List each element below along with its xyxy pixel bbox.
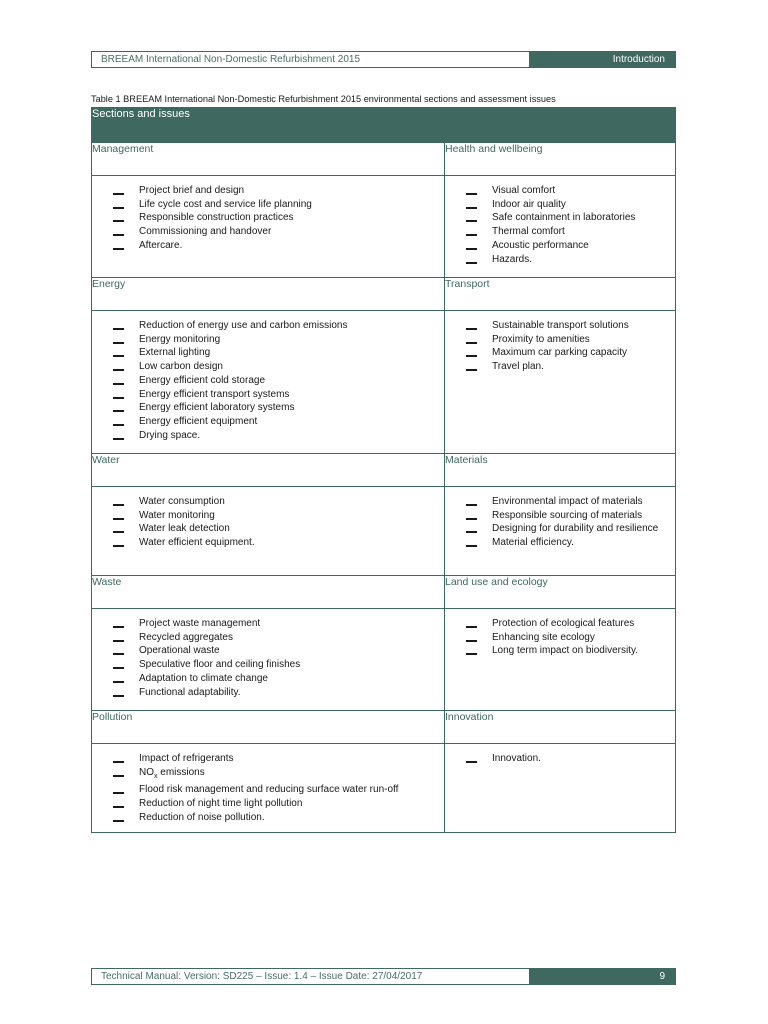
- sections-table: [91, 107, 676, 833]
- list-item: Life cycle cost and service life planning: [92, 198, 444, 212]
- list-item: Functional adaptability.: [92, 686, 444, 700]
- list-item: External lighting: [92, 346, 444, 360]
- list-item: Recycled aggregates: [92, 631, 444, 645]
- list-item: Safe containment in laboratories: [445, 211, 675, 225]
- list-item: Maximum car parking capacity: [445, 346, 675, 360]
- list-item: Environmental impact of materials: [445, 495, 675, 509]
- list-item: Responsible sourcing of materials: [445, 509, 675, 523]
- section-title-waste: Waste: [92, 576, 445, 609]
- list-item: Water efficient equipment.: [92, 536, 444, 550]
- issues-land-use-and-ecology: [445, 609, 676, 711]
- list-item: Project waste management: [92, 617, 444, 631]
- issues-waste: [92, 609, 445, 711]
- list-item: Speculative floor and ceiling finishes: [92, 658, 444, 672]
- section-title-management: Management: [92, 143, 445, 176]
- list-item: Aftercare.: [92, 239, 444, 253]
- list-item: Energy efficient equipment: [92, 415, 444, 429]
- list-item: Material efficiency.: [445, 536, 675, 550]
- list-item: Responsible construction practices: [92, 211, 444, 225]
- issues-transport: [445, 311, 676, 454]
- list-item: Water monitoring: [92, 509, 444, 523]
- list-item: Enhancing site ecology: [445, 631, 675, 645]
- list-item-nox: [92, 766, 444, 784]
- table-caption: Table 1 BREEAM International Non-Domestic Refurbishment 2015 environmental sections and assessment issues: [91, 94, 556, 104]
- list-item: Water consumption: [92, 495, 444, 509]
- section-title-innovation: Innovation: [445, 711, 676, 744]
- issues-water: [92, 487, 445, 576]
- list-item: Water leak detection: [92, 522, 444, 536]
- list-item: Indoor air quality: [445, 198, 675, 212]
- document-title: BREEAM International Non-Domestic Refurbishment 2015: [101, 54, 361, 65]
- list-item: Energy efficient cold storage: [92, 374, 444, 388]
- section-title-health-and-wellbeing: Health and wellbeing: [445, 143, 676, 176]
- list-item: Innovation.: [445, 752, 675, 766]
- issues-health-and-wellbeing: [445, 176, 676, 278]
- list-item: Energy efficient laboratory systems: [92, 401, 444, 415]
- list-item: Long term impact on biodiversity.: [445, 644, 675, 658]
- nox-suffix: emissions: [157, 766, 205, 778]
- list-item: Commissioning and handover: [92, 225, 444, 239]
- nox-label: NO: [139, 766, 154, 778]
- section-title-energy: Energy: [92, 278, 445, 311]
- section-label: Introduction: [529, 52, 675, 67]
- section-title-pollution: Pollution: [92, 711, 445, 744]
- list-item: Hazards.: [445, 253, 675, 267]
- list-item: Low carbon design: [92, 360, 444, 374]
- list-item: Project brief and design: [92, 184, 444, 198]
- nox-subscript: x: [154, 772, 158, 780]
- list-item: Flood risk management and reducing surface water run-off: [92, 783, 444, 797]
- list-item: Sustainable transport solutions: [445, 319, 675, 333]
- footer-band: [91, 968, 676, 985]
- issues-energy: [92, 311, 445, 454]
- list-item: Acoustic performance: [445, 239, 675, 253]
- section-title-materials: Materials: [445, 454, 676, 487]
- list-item: Reduction of energy use and carbon emissions: [92, 319, 444, 333]
- list-item: Impact of refrigerants: [92, 752, 444, 766]
- issues-pollution: [92, 744, 445, 833]
- list-item: Thermal comfort: [445, 225, 675, 239]
- header-band: [91, 51, 676, 68]
- list-item: Visual comfort: [445, 184, 675, 198]
- list-item: Protection of ecological features: [445, 617, 675, 631]
- issues-innovation: [445, 744, 676, 833]
- section-title-land-use-and-ecology: Land use and ecology: [445, 576, 676, 609]
- list-item: Reduction of noise pollution.: [92, 811, 444, 825]
- list-item: Proximity to amenities: [445, 333, 675, 347]
- list-item: Drying space.: [92, 429, 444, 443]
- document-info: Technical Manual: Version: SD225 – Issue: 1.4 – Issue Date: 27/04/2017: [101, 971, 423, 982]
- issues-materials: [445, 487, 676, 576]
- issues-management: [92, 176, 445, 278]
- section-title-water: Water: [92, 454, 445, 487]
- list-item: Operational waste: [92, 644, 444, 658]
- list-item: Energy monitoring: [92, 333, 444, 347]
- list-item: Energy efficient transport systems: [92, 388, 444, 402]
- list-item: Travel plan.: [445, 360, 675, 374]
- list-item: Designing for durability and resilience: [445, 522, 675, 536]
- section-title-transport: Transport: [445, 278, 676, 311]
- list-item: Reduction of night time light pollution: [92, 797, 444, 811]
- list-item: Adaptation to climate change: [92, 672, 444, 686]
- page-number: 9: [529, 969, 675, 984]
- table-header: Sections and issues: [92, 108, 676, 143]
